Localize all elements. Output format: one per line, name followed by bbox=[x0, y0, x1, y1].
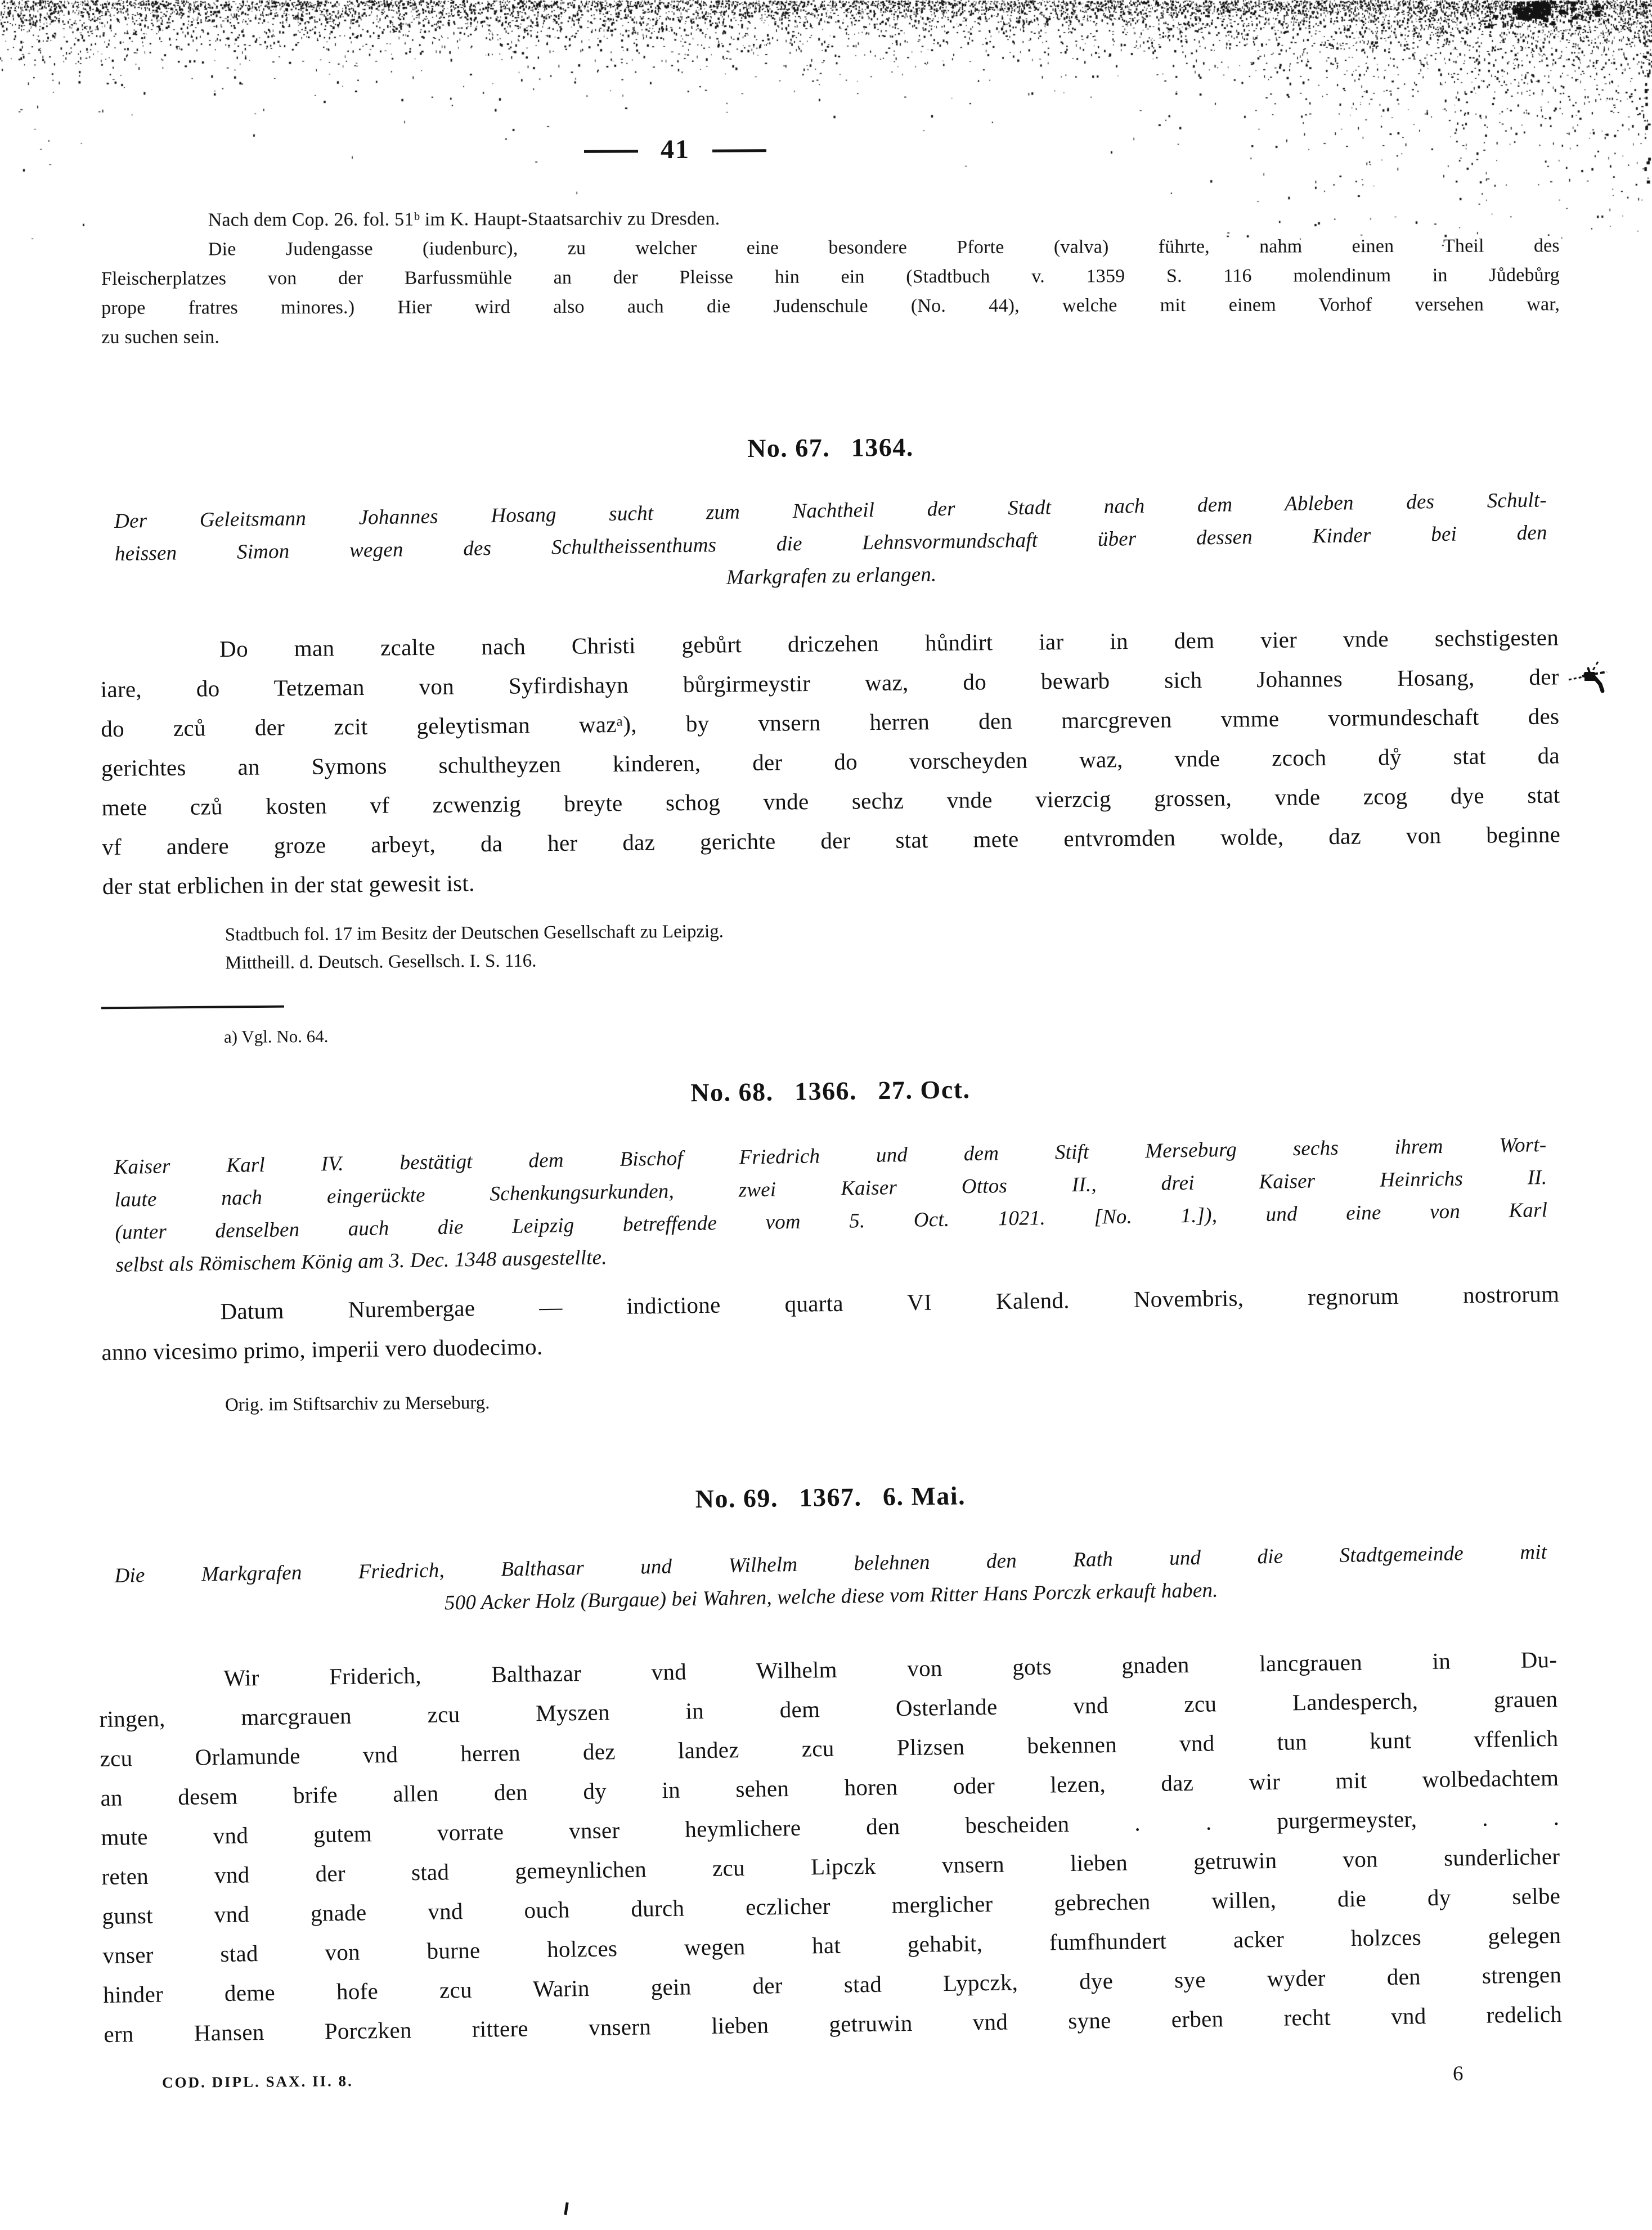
text-line: der stat erblichen in der stat gewesit ist. bbox=[102, 870, 475, 899]
entry-69-summary bbox=[114, 1536, 1548, 1625]
text-line: Die Markgrafen Friedrich, Balthasar und Wilhelm belehnen den Rath und die Stadtgemeinde mit bbox=[114, 1540, 1547, 1588]
text-line: gerichtes an Symons schultheyzen kinderen, der do vorscheyden waz, vnde zcoch dẙ stat da bbox=[101, 742, 1560, 781]
text-line: vf andere groze arbeyt, da her daz gerichte der stat mete entvromden wolde, daz von beginne bbox=[102, 821, 1561, 860]
running-footer: COD. DIPL. SAX. II. 8. bbox=[161, 2072, 353, 2091]
text-line: ern Hansen Porczken rittere vnsern lieben getruwin vnd syne erben recht vnd redelich bbox=[104, 2000, 1563, 2047]
text-line: reten vnd der stad gemeynlichen zcu Lipczk vnsern lieben getruwin von sunderlicher bbox=[101, 1843, 1560, 1890]
entry-68-summary bbox=[114, 1129, 1548, 1282]
text-line: Do man zcalte nach Christi gebůrt driczehen hůndirt iar in dem vier vnde sechstigesten bbox=[219, 624, 1559, 662]
scan-speck-mark bbox=[564, 2202, 568, 2215]
entry-67-sources bbox=[101, 910, 1652, 978]
text-line: Kaiser Karl IV. bestätigt dem Bischof Friedrich und dem Stift Merseburg sechs ihrem Wort- bbox=[114, 1133, 1547, 1179]
source-line: Stadtbuch fol. 17 im Besitz der Deutschen Gesellschaft zu Leipzig. bbox=[225, 921, 724, 945]
text-line: heissen Simon wegen des Schultheissenthums die Lehnsvormundschaft über dessen Kinder bei den bbox=[114, 521, 1548, 566]
entry-68-body bbox=[101, 1274, 1560, 1372]
text-line: ringen, marcgrauen zcu Myszen in dem Osterlande vnd zcu Landesperch, grauen bbox=[99, 1685, 1558, 1733]
text-line: zcu Orlamunde vnd herren dez landez zcu Plizsen bekennen vnd tun kunt vffenlich bbox=[100, 1725, 1559, 1772]
text-line: laute nach eingerückte Schenkungsurkunden, zwei Kaiser Ottos II., drei Kaiser Heinrichs II. bbox=[114, 1166, 1547, 1212]
text-line: do zců der zcit geleytisman wazᵃ), by vnsern herren den marcgreven vmme vormundeschaft des bbox=[101, 703, 1560, 742]
entry-68-source bbox=[101, 1378, 1652, 1420]
text-line: mute vnd gutem vorrate vnser heymlichere den bescheiden . . purgermeyster, . . bbox=[101, 1803, 1560, 1851]
entry-67-footnote: a) Vgl. No. 64. bbox=[223, 1026, 329, 1047]
text-line: Datum Nurembergae — indictione quarta VI Kalend. Novembris, regnorum nostrorum bbox=[220, 1281, 1560, 1325]
text-line: iare, do Tetzeman von Syfirdishayn bůrgirmeystir waz, do bewarb sich Johannes Hosang, der bbox=[100, 663, 1559, 703]
header-rule-left bbox=[584, 150, 638, 153]
text-line: hinder deme hofe zcu Warin gein der stad Lypczk, dye sye wyder den strengen bbox=[103, 1961, 1562, 2008]
headnote-paragraph bbox=[101, 202, 1560, 352]
text-line: gunst vnd gnade vnd ouch durch eczlicher merglicher gebrechen willen, die dy selbe bbox=[102, 1882, 1561, 1929]
entry-67-summary bbox=[114, 484, 1548, 603]
entry-69-body bbox=[98, 1640, 1563, 2054]
source-line: Orig. im Stiftsarchiv zu Merseburg. bbox=[225, 1392, 490, 1416]
entry-69-heading: No. 69. 1367. 6. Mai. bbox=[695, 1481, 966, 1514]
source-line: Mittheill. d. Deutsch. Gesellsch. I. S. 116. bbox=[225, 950, 537, 973]
text-line: zu suchen sein. bbox=[101, 326, 220, 348]
text-line: vnser stad von burne holzces wegen hat gehabit, fumfhundert acker holzces gelegen bbox=[102, 1922, 1561, 1968]
entry-67-heading: No. 67. 1364. bbox=[747, 432, 914, 463]
ink-blot-mark bbox=[1565, 657, 1614, 699]
text-line: 500 Acker Holz (Burgaue) bei Wahren, welche diese vom Ritter Hans Porczk erkauft haben. bbox=[444, 1578, 1218, 1615]
text-line: Die Judengasse (iudenburc), zu welcher eine besondere Pforte (valva) führte, nahm einen Theil des bbox=[208, 235, 1560, 260]
text-line: Der Geleitsmann Johannes Hosang sucht zum Nachtheil der Stadt nach dem Ableben des Schult- bbox=[114, 488, 1547, 533]
text-line: Fleischerplatzes von der Barfussmühle an der Pleisse hin ein (Stadtbuch v. 1359 S. 116 molendinum in Jůdebůrg bbox=[101, 264, 1560, 289]
page-header bbox=[563, 133, 788, 165]
entry-67-body bbox=[100, 617, 1561, 906]
text-line: prope fratres minores.) Hier wird also auch die Judenschule (No. 44), welche mit einem Vorhof versehen war, bbox=[101, 294, 1560, 318]
page-number: 41 bbox=[660, 134, 690, 165]
text-line: Wir Friderich, Balthazar vnd Wilhelm von gots gnaden lancgrauen in Du- bbox=[223, 1646, 1557, 1691]
header-rule-right bbox=[712, 149, 766, 152]
text-line: an desem brife allen den dy in sehen horen oder lezen, daz wir mit wolbedachtem bbox=[100, 1764, 1559, 1811]
signature-mark: 6 bbox=[1453, 2062, 1464, 2085]
text-line: Markgrafen zu erlangen. bbox=[726, 563, 937, 589]
text-line: (unter denselben auch die Leipzig betreffende vom 5. Oct. 1021. [No. 1.]), und eine von Karl bbox=[115, 1199, 1548, 1244]
text-line: Nach dem Cop. 26. fol. 51ᵇ im K. Haupt-Staatsarchiv zu Dresden. bbox=[208, 208, 720, 231]
text-line: anno vicesimo primo, imperii vero duodecimo. bbox=[101, 1333, 543, 1365]
text-line: mete czů kosten vf zcwenzig breyte schog vnde sechz vnde vierzcig grossen, vnde zcog dye stat bbox=[101, 782, 1560, 820]
footnote-separator-rule bbox=[101, 1006, 284, 1009]
entry-68-heading: No. 68. 1366. 27. Oct. bbox=[690, 1075, 971, 1107]
text-line: selbst als Römischem König am 3. Dec. 1348 ausgestellte. bbox=[115, 1246, 607, 1277]
